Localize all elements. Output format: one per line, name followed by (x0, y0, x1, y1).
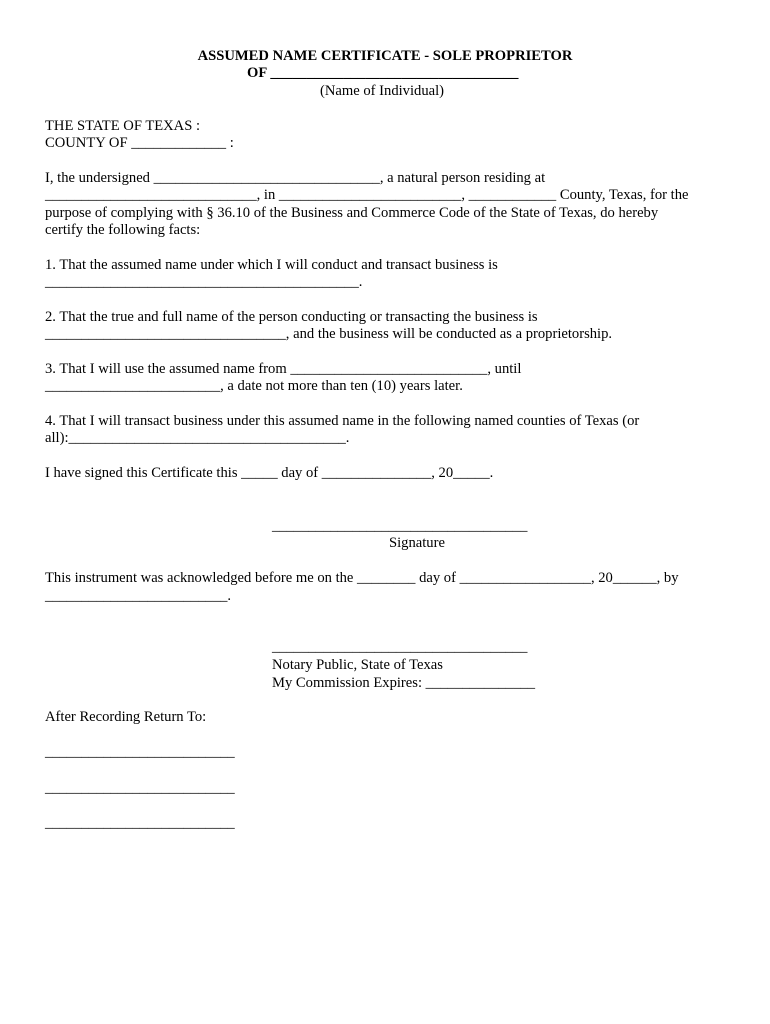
signed-date-line: I have signed this Certificate this _____ day of _______________, 20_____. (45, 465, 494, 481)
acknowledgment-line-2: _________________________. (45, 588, 232, 604)
intro-line-4: certify the following facts: (45, 222, 201, 238)
fact-4-line-1: 4. That I will transact business under this assumed name in the following named counties of Texas (or (45, 413, 640, 429)
notary-title: Notary Public, State of Texas (272, 657, 443, 673)
acknowledgment-line-1: This instrument was acknowledged before me on the ________ day of __________________, 20______, by (45, 570, 679, 586)
state-line: THE STATE OF TEXAS : (45, 118, 201, 134)
name-of-individual-caption: (Name of Individual) (320, 83, 445, 99)
fact-4-line-2: all):______________________________________. (45, 430, 350, 446)
fact-1-line-1: 1. That the assumed name under which I will conduct and transact business is (45, 257, 498, 273)
intro-line-1: I, the undersigned _______________________________, a natural person residing at (45, 170, 546, 186)
document-title: ASSUMED NAME CERTIFICATE - SOLE PROPRIETOR (197, 48, 573, 64)
title-of-line: OF __________________________________ (247, 65, 519, 81)
county-line: COUNTY OF _____________ : (45, 135, 234, 151)
signature-label: Signature (389, 535, 445, 551)
return-to-line-3: __________________________ (45, 815, 235, 831)
fact-3-line-1: 3. That I will use the assumed name from ___________________________, until (45, 361, 522, 377)
return-to-line-1: __________________________ (45, 744, 235, 760)
signature-rule: ___________________________________ (272, 518, 528, 534)
intro-line-2: _____________________________, in _________________________, ____________ County, Texas, for the (45, 187, 689, 203)
fact-1-line-2: ___________________________________________. (45, 274, 363, 290)
return-to-line-2: __________________________ (45, 780, 235, 796)
commission-expires: My Commission Expires: _______________ (272, 675, 536, 691)
fact-2-line-2: _________________________________, and the business will be conducted as a proprietorship. (45, 326, 613, 342)
notary-signature-rule: ___________________________________ (272, 639, 528, 655)
return-to-label: After Recording Return To: (45, 709, 207, 725)
intro-line-3: purpose of complying with § 36.10 of the Business and Commerce Code of the State of Texas, do hereby (45, 205, 659, 221)
fact-2-line-1: 2. That the true and full name of the person conducting or transacting the business is (45, 309, 538, 325)
fact-3-line-2: ________________________, a date not more than ten (10) years later. (45, 378, 463, 394)
